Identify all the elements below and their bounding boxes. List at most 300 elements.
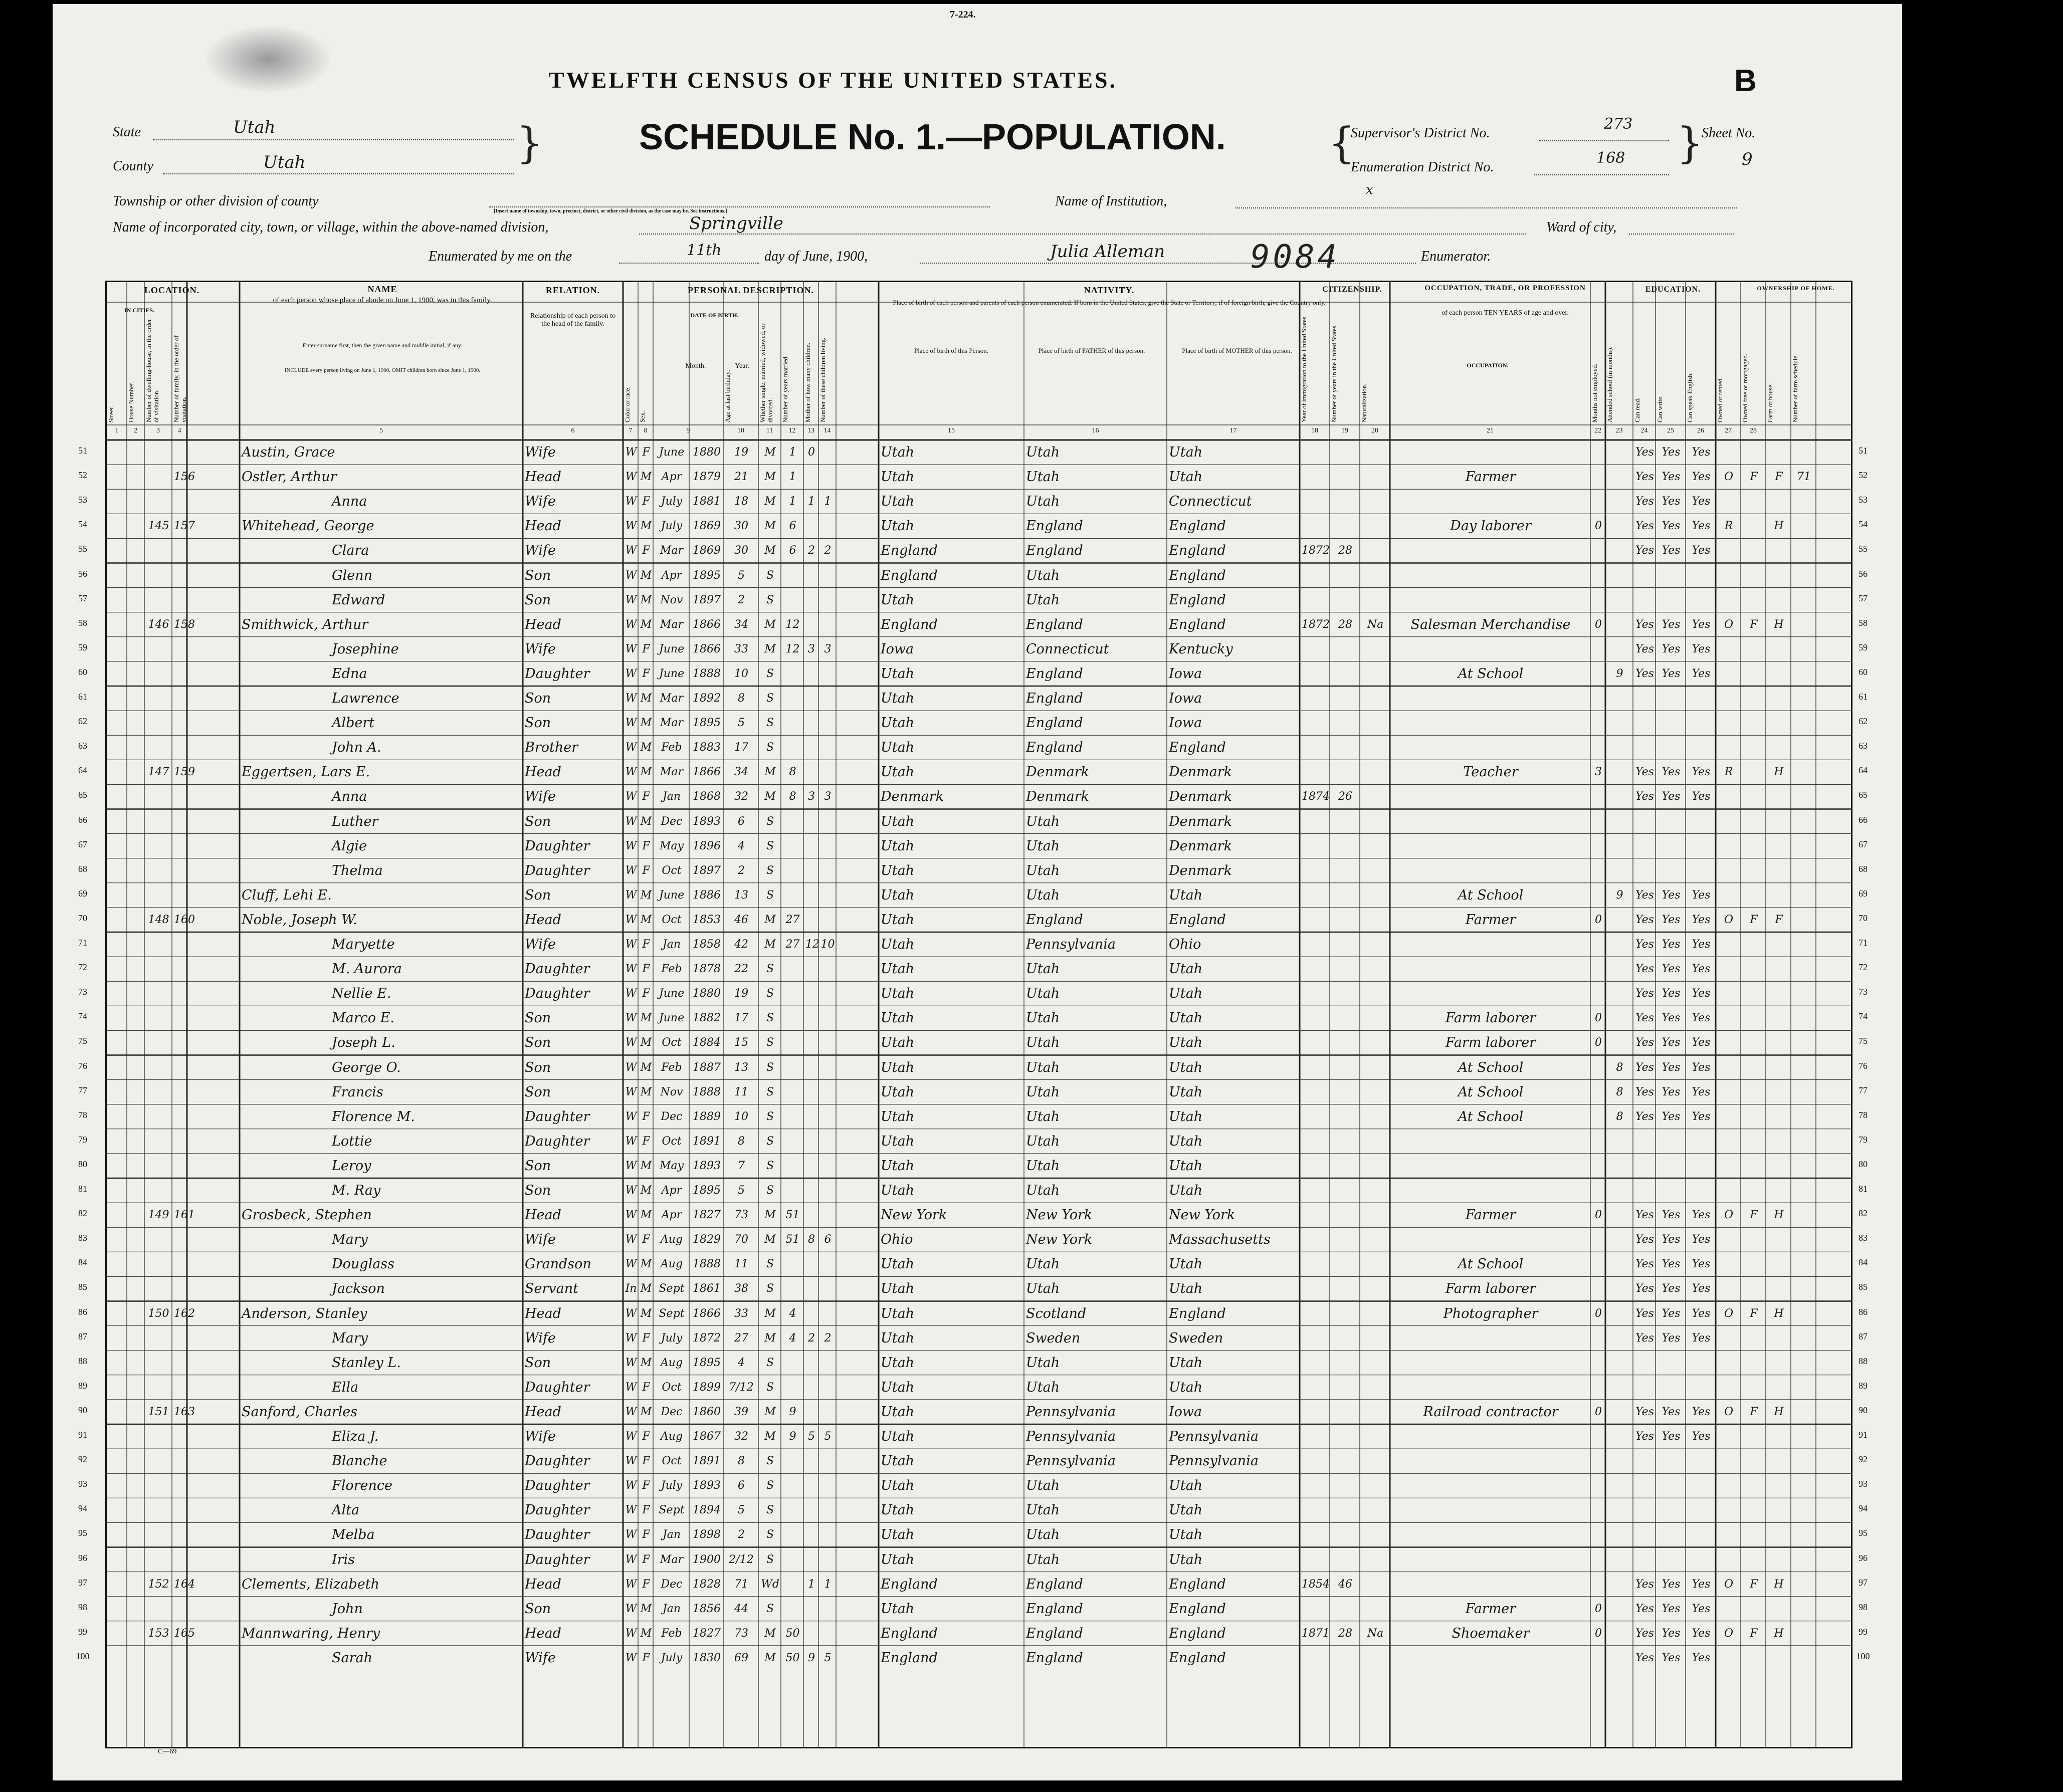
cell-yr: 1866 bbox=[693, 618, 721, 631]
cell-write: Yes bbox=[1662, 1110, 1681, 1123]
cell-eng: Yes bbox=[1692, 446, 1711, 459]
cell-sex: F bbox=[642, 544, 650, 557]
cell-mort: F bbox=[1750, 1405, 1758, 1418]
cell-mpob: Utah bbox=[1169, 1281, 1203, 1297]
cell-race: W bbox=[625, 1110, 637, 1123]
cell-fam: 162 bbox=[174, 1307, 195, 1320]
cell-pob: Utah bbox=[881, 1453, 915, 1469]
cell-sex: M bbox=[640, 1036, 652, 1049]
row-number-right: 70 bbox=[1859, 913, 1868, 923]
cell-ms: S bbox=[766, 1356, 774, 1369]
cell-name: Edward bbox=[332, 592, 385, 608]
cell-sch: 8 bbox=[1616, 1110, 1623, 1123]
cell-name: Florence bbox=[332, 1478, 392, 1494]
cell-yr: 1891 bbox=[693, 1135, 721, 1148]
cell-race: W bbox=[625, 717, 637, 730]
cell-yr: 1889 bbox=[693, 1110, 721, 1123]
cell-read: Yes bbox=[1635, 1282, 1654, 1295]
cell-age: 27 bbox=[734, 1331, 748, 1345]
cell-farm: H bbox=[1774, 1578, 1784, 1591]
cell-ms: M bbox=[764, 544, 776, 557]
cell-pob: Utah bbox=[881, 691, 915, 706]
cell-name: Edna bbox=[332, 665, 367, 682]
cell-mon: Aug bbox=[660, 1430, 683, 1443]
township-note: [Insert name of township, town, precinct, district, or other civil division, as the case may be. See instructions.] bbox=[494, 208, 727, 214]
cell-cl: 6 bbox=[824, 1233, 832, 1246]
cell-write: Yes bbox=[1662, 471, 1681, 484]
cell-age: 39 bbox=[734, 1405, 748, 1418]
cell-name: Whitehead, George bbox=[242, 518, 374, 534]
cell-name: Iris bbox=[332, 1551, 355, 1567]
cell-occ: Shoemaker bbox=[1452, 1625, 1530, 1641]
cell-sex: M bbox=[640, 692, 652, 705]
cell-ms: S bbox=[766, 864, 774, 877]
cell-fpob: England bbox=[1026, 740, 1083, 756]
cell-mpob: Utah bbox=[1169, 1010, 1203, 1026]
cell-name: M. Ray bbox=[332, 1183, 381, 1198]
cell-eng: Yes bbox=[1692, 1405, 1711, 1418]
cell-sex: M bbox=[640, 888, 652, 902]
county-line bbox=[163, 173, 514, 174]
cell-pob: Utah bbox=[881, 1158, 915, 1174]
cell-name: Luther bbox=[332, 813, 378, 829]
cell-mpob: England bbox=[1169, 1625, 1226, 1641]
row-number-left: 52 bbox=[78, 470, 87, 481]
row-number-left: 89 bbox=[78, 1380, 87, 1391]
cell-mpob: Utah bbox=[1169, 887, 1203, 903]
cell-cl: 5 bbox=[824, 1651, 832, 1664]
cell-pob: Utah bbox=[881, 961, 915, 977]
row-number-left: 57 bbox=[78, 593, 87, 603]
cell-mpob: Utah bbox=[1169, 1355, 1203, 1371]
cell-write: Yes bbox=[1662, 544, 1681, 557]
cell-fpob: Utah bbox=[1026, 1133, 1060, 1149]
cell-rel: Brother bbox=[525, 740, 578, 756]
column-number: 8 bbox=[644, 427, 648, 434]
cell-read: Yes bbox=[1635, 1307, 1654, 1320]
cell-mc: 12 bbox=[805, 938, 819, 951]
cell-pob: Utah bbox=[881, 1601, 915, 1617]
cell-yr: 1828 bbox=[693, 1578, 721, 1591]
cell-race: W bbox=[625, 1381, 637, 1394]
row-number-left: 96 bbox=[78, 1552, 87, 1563]
cell-rel: Daughter bbox=[525, 1478, 590, 1494]
sheet-label: Sheet No. bbox=[1702, 125, 1756, 141]
cell-write: Yes bbox=[1662, 1012, 1681, 1025]
cell-age: 73 bbox=[734, 1627, 748, 1640]
cell-ms: S bbox=[766, 888, 774, 902]
cell-sex: M bbox=[640, 1307, 652, 1320]
cell-mon: Dec bbox=[661, 1405, 683, 1418]
row-number-left: 97 bbox=[78, 1577, 87, 1588]
cell-mne: 0 bbox=[1595, 520, 1602, 533]
cell-pob: Utah bbox=[881, 937, 915, 952]
cell-mon: July bbox=[661, 520, 683, 533]
column-header-vertical: Attended school (in months). bbox=[1606, 346, 1613, 422]
cell-fam: 157 bbox=[174, 520, 195, 533]
column-number: 15 bbox=[948, 427, 955, 434]
cell-write: Yes bbox=[1662, 1307, 1681, 1320]
cell-race: W bbox=[625, 544, 637, 557]
cell-mne: 0 bbox=[1595, 1209, 1602, 1222]
cell-pob: Utah bbox=[881, 740, 915, 756]
cell-sex: F bbox=[642, 1455, 650, 1468]
cell-dw: 147 bbox=[148, 766, 169, 779]
state-line bbox=[153, 139, 514, 140]
cell-name: Algie bbox=[332, 838, 367, 854]
cell-yr: 1868 bbox=[693, 790, 721, 803]
cell-name: Clements, Elizabeth bbox=[242, 1576, 379, 1592]
cell-mon: Nov bbox=[660, 593, 683, 606]
row-number-right: 90 bbox=[1859, 1405, 1868, 1415]
cell-age: 10 bbox=[734, 1110, 748, 1123]
cell-mpob: England bbox=[1169, 740, 1226, 756]
cell-name: Lottie bbox=[332, 1133, 372, 1149]
cell-mpob: England bbox=[1169, 616, 1226, 632]
cell-yr: 1893 bbox=[693, 815, 721, 828]
cell-own: O bbox=[1724, 618, 1734, 631]
cell-sex: F bbox=[642, 1553, 650, 1566]
cell-eng: Yes bbox=[1692, 888, 1711, 902]
cell-sex: F bbox=[642, 987, 650, 1000]
cell-farm: H bbox=[1774, 618, 1784, 631]
cell-race: W bbox=[625, 987, 637, 1000]
cell-pob: Utah bbox=[881, 444, 915, 460]
cell-fpob: England bbox=[1026, 691, 1083, 706]
cell-age: 42 bbox=[734, 938, 748, 951]
cell-ms: S bbox=[766, 815, 774, 828]
cell-ms: S bbox=[766, 1159, 774, 1172]
cell-mpob: England bbox=[1169, 1650, 1226, 1666]
census-table bbox=[105, 281, 1852, 1748]
cell-mort: F bbox=[1750, 1307, 1758, 1320]
row-number-left: 92 bbox=[78, 1454, 87, 1465]
cell-farm: H bbox=[1774, 1405, 1784, 1418]
row-number-right: 67 bbox=[1859, 839, 1868, 849]
institution-label: Name of Institution, bbox=[1055, 193, 1167, 209]
cell-age: 34 bbox=[734, 766, 748, 779]
cell-eng: Yes bbox=[1692, 495, 1711, 508]
cell-pob: Ohio bbox=[881, 1232, 913, 1248]
cell-mne: 0 bbox=[1595, 618, 1602, 631]
cell-mpob: Utah bbox=[1169, 986, 1203, 1002]
cell-yr: 1893 bbox=[693, 1159, 721, 1172]
cell-rel: Son bbox=[525, 1158, 551, 1174]
cell-ms: M bbox=[764, 790, 776, 803]
cell-imm: 1872 bbox=[1302, 618, 1330, 631]
enumerated-day: 11th bbox=[687, 242, 722, 259]
cell-fam: 158 bbox=[174, 618, 195, 631]
row-number-left: 99 bbox=[78, 1626, 87, 1637]
cell-read: Yes bbox=[1635, 963, 1654, 976]
cell-yr: 1896 bbox=[693, 839, 721, 852]
cell-age: 5 bbox=[738, 1184, 745, 1197]
cell-farm: F bbox=[1775, 913, 1783, 926]
cell-pob: Utah bbox=[881, 862, 915, 878]
cell-cl: 10 bbox=[820, 938, 835, 951]
cell-pob: England bbox=[881, 1650, 938, 1666]
cell-mpob: Utah bbox=[1169, 1059, 1203, 1075]
ward-label: Ward of city, bbox=[1546, 219, 1617, 235]
cell-sex: F bbox=[642, 1233, 650, 1246]
cell-ms: S bbox=[766, 1258, 774, 1271]
cell-name: John A. bbox=[332, 740, 381, 756]
pob-father-header: Place of birth of FATHER of this person. bbox=[1038, 347, 1145, 354]
cell-mort: F bbox=[1750, 913, 1758, 926]
cell-name: Albert bbox=[332, 715, 375, 731]
cell-write: Yes bbox=[1662, 1405, 1681, 1418]
cell-mon: Mar bbox=[660, 544, 684, 557]
cell-sex: F bbox=[642, 667, 650, 680]
cell-age: 4 bbox=[738, 1356, 745, 1369]
cell-occ: At School bbox=[1458, 887, 1524, 903]
cell-yr: 1883 bbox=[693, 741, 721, 754]
cell-eng: Yes bbox=[1692, 1578, 1711, 1591]
cell-fam: 161 bbox=[174, 1209, 195, 1222]
cell-occ: Photographer bbox=[1443, 1305, 1538, 1321]
column-header-vertical: Street. bbox=[107, 405, 115, 422]
cell-mpob: New York bbox=[1169, 1207, 1235, 1223]
cell-farm: H bbox=[1774, 766, 1784, 779]
cell-ym: 4 bbox=[789, 1331, 796, 1345]
cell-race: W bbox=[625, 1405, 637, 1418]
cell-cl: 5 bbox=[824, 1430, 832, 1443]
cell-sch: 9 bbox=[1616, 667, 1623, 680]
cell-ms: S bbox=[766, 1504, 774, 1517]
column-number: 12 bbox=[788, 427, 796, 434]
cell-ym: 1 bbox=[789, 495, 796, 508]
cell-sex: F bbox=[642, 1331, 650, 1345]
cell-mc: 2 bbox=[808, 544, 815, 557]
cell-rel: Head bbox=[525, 1404, 561, 1420]
cell-age: 70 bbox=[734, 1233, 748, 1246]
cell-pob: Utah bbox=[881, 1502, 915, 1518]
cell-eng: Yes bbox=[1692, 987, 1711, 1000]
row-number-right: 82 bbox=[1859, 1208, 1868, 1219]
cell-race: W bbox=[625, 1307, 637, 1320]
form-number: 7-224. bbox=[950, 9, 976, 20]
cell-ms: S bbox=[766, 741, 774, 754]
row-number-right: 58 bbox=[1859, 617, 1868, 628]
column-number: 1 bbox=[115, 427, 119, 434]
group-location: LOCATION. bbox=[144, 285, 200, 295]
cell-pob: Utah bbox=[881, 1256, 915, 1272]
cell-pob: Utah bbox=[881, 1429, 915, 1444]
column-header-vertical: Year of immigration to the United States. bbox=[1300, 315, 1308, 422]
cell-pob: England bbox=[881, 616, 938, 632]
cell-mon: Aug bbox=[660, 1356, 683, 1369]
cell-mon: Feb bbox=[661, 1627, 682, 1640]
county-label: County bbox=[113, 158, 153, 174]
column-header-vertical: Age at last birthday. bbox=[724, 370, 731, 422]
cell-rel: Head bbox=[525, 616, 561, 632]
cell-name: Marco E. bbox=[332, 1010, 394, 1026]
column-number: 13 bbox=[807, 427, 814, 434]
cell-sex: M bbox=[640, 741, 652, 754]
cell-fpob: England bbox=[1026, 543, 1083, 559]
cell-mon: Jan bbox=[662, 790, 681, 803]
cell-rel: Head bbox=[525, 469, 561, 485]
brace-right-open: { bbox=[1328, 118, 1355, 167]
cell-mon: Mar bbox=[660, 766, 684, 779]
cell-sex: M bbox=[640, 471, 652, 484]
cell-pob: Utah bbox=[881, 1330, 915, 1346]
cell-ms: S bbox=[766, 963, 774, 976]
column-number: 22 bbox=[1594, 427, 1601, 434]
cell-pob: New York bbox=[881, 1207, 947, 1223]
cell-rel: Wife bbox=[525, 937, 556, 952]
cell-yr: 1897 bbox=[693, 593, 721, 606]
cell-ms: S bbox=[766, 1085, 774, 1098]
row-number-right: 92 bbox=[1859, 1454, 1868, 1465]
cell-mc: 1 bbox=[808, 1578, 815, 1591]
cell-yus: 28 bbox=[1338, 1627, 1352, 1640]
cell-mpob: Iowa bbox=[1169, 715, 1202, 731]
cell-race: W bbox=[625, 888, 637, 902]
cell-ym: 12 bbox=[785, 642, 800, 655]
column-header-vertical: House Number. bbox=[127, 381, 135, 422]
cell-race: W bbox=[625, 839, 637, 852]
cell-read: Yes bbox=[1635, 987, 1654, 1000]
name-note: Enter surname first, then the given name and middle initial, if any. bbox=[302, 342, 463, 349]
cell-mon: Oct bbox=[662, 1381, 682, 1394]
cell-age: 73 bbox=[734, 1209, 748, 1222]
cell-name: Mary bbox=[332, 1232, 368, 1248]
cell-occ: Farmer bbox=[1465, 1207, 1516, 1223]
cell-yr: 1888 bbox=[693, 1085, 721, 1098]
cell-fpob: Utah bbox=[1026, 961, 1060, 977]
cell-mpob: Iowa bbox=[1169, 691, 1202, 706]
cell-write: Yes bbox=[1662, 1258, 1681, 1271]
cell-imm: 1871 bbox=[1302, 1627, 1330, 1640]
cell-name: Smithwick, Arthur bbox=[242, 616, 368, 632]
ward-line bbox=[1629, 234, 1734, 235]
row-number-left: 53 bbox=[78, 495, 87, 505]
cell-race: W bbox=[625, 1479, 637, 1492]
cell-ms: S bbox=[766, 987, 774, 1000]
cell-yr: 1895 bbox=[693, 1184, 721, 1197]
cell-yr: 1888 bbox=[693, 667, 721, 680]
cell-name: George O. bbox=[332, 1059, 401, 1075]
cell-age: 33 bbox=[734, 642, 748, 655]
cell-mpob: Utah bbox=[1169, 1158, 1203, 1174]
supervisor-label: Supervisor's District No. bbox=[1351, 125, 1490, 141]
name-note2: INCLUDE every person living on June 1, 1900. OMIT children born since June 1, 1900. bbox=[284, 367, 481, 373]
cell-name: John bbox=[332, 1601, 363, 1617]
cell-mon: Apr bbox=[661, 471, 682, 484]
cell-read: Yes bbox=[1635, 888, 1654, 902]
cell-sex: F bbox=[642, 1528, 650, 1541]
row-number-right: 64 bbox=[1859, 765, 1868, 776]
cell-age: 11 bbox=[734, 1258, 748, 1271]
cell-age: 15 bbox=[734, 1036, 748, 1049]
cell-mpob: England bbox=[1169, 1576, 1226, 1592]
cell-ym: 50 bbox=[785, 1651, 800, 1664]
column-header-vertical: Can read. bbox=[1633, 397, 1641, 422]
cell-name: Sarah bbox=[332, 1650, 372, 1666]
cell-mon: June bbox=[659, 1012, 685, 1025]
row-number-right: 61 bbox=[1859, 692, 1868, 702]
cell-rel: Head bbox=[525, 1625, 561, 1641]
cell-mon: Feb bbox=[661, 963, 682, 976]
cell-dw: 152 bbox=[148, 1578, 169, 1591]
row-number-right: 74 bbox=[1859, 1011, 1868, 1022]
cell-read: Yes bbox=[1635, 766, 1654, 779]
cell-mon: Sept bbox=[659, 1307, 685, 1320]
cell-mpob: Utah bbox=[1169, 1035, 1203, 1051]
cell-mne: 3 bbox=[1595, 766, 1602, 779]
group-ownership: OWNERSHIP OF HOME. bbox=[1757, 285, 1835, 292]
cell-write: Yes bbox=[1662, 1331, 1681, 1345]
cell-sex: F bbox=[642, 446, 650, 459]
cell-mne: 0 bbox=[1595, 1602, 1602, 1615]
cell-fpob: Utah bbox=[1026, 887, 1060, 903]
cell-fpob: Utah bbox=[1026, 444, 1060, 460]
row-number-left: 86 bbox=[78, 1306, 87, 1317]
cell-age: 32 bbox=[734, 790, 748, 803]
cell-mort: F bbox=[1750, 471, 1758, 484]
township-line bbox=[489, 206, 990, 207]
cell-rel: Daughter bbox=[525, 665, 590, 682]
column-number: 9 bbox=[686, 427, 690, 434]
cell-write: Yes bbox=[1662, 888, 1681, 902]
row-number-right: 53 bbox=[1859, 495, 1868, 505]
row-number-right: 100 bbox=[1856, 1651, 1870, 1661]
cell-write: Yes bbox=[1662, 495, 1681, 508]
cell-mon: Oct bbox=[662, 1036, 682, 1049]
cell-pob: Utah bbox=[881, 1010, 915, 1026]
cell-mon: May bbox=[659, 839, 684, 852]
cell-rel: Son bbox=[525, 1035, 551, 1051]
cell-read: Yes bbox=[1635, 495, 1654, 508]
cell-yr: 1867 bbox=[693, 1430, 721, 1443]
cell-rel: Son bbox=[525, 592, 551, 608]
cell-eng: Yes bbox=[1692, 766, 1711, 779]
cell-age: 33 bbox=[734, 1307, 748, 1320]
cell-name: Joseph L. bbox=[332, 1035, 395, 1051]
cell-rel: Son bbox=[525, 691, 551, 706]
column-number: 18 bbox=[1311, 427, 1318, 434]
cell-race: W bbox=[625, 1651, 637, 1664]
column-number: 10 bbox=[737, 427, 744, 434]
cell-pob: England bbox=[881, 1576, 938, 1592]
cell-age: 44 bbox=[734, 1602, 748, 1615]
row-number-right: 81 bbox=[1859, 1184, 1868, 1194]
cell-race: W bbox=[625, 1258, 637, 1271]
cell-pob: Iowa bbox=[881, 641, 914, 657]
cell-name: Alta bbox=[332, 1502, 360, 1518]
cell-fam: 159 bbox=[174, 766, 195, 779]
cell-farm: F bbox=[1775, 471, 1783, 484]
cell-eng: Yes bbox=[1692, 618, 1711, 631]
row-number-right: 80 bbox=[1859, 1159, 1868, 1169]
cell-age: 11 bbox=[734, 1085, 748, 1098]
cell-sch: 8 bbox=[1616, 1085, 1623, 1098]
cell-fpob: New York bbox=[1026, 1207, 1093, 1223]
cell-write: Yes bbox=[1662, 963, 1681, 976]
cell-eng: Yes bbox=[1692, 1430, 1711, 1443]
cell-mon: Feb bbox=[661, 741, 682, 754]
cell-mon: June bbox=[659, 446, 685, 459]
cell-fpob: Utah bbox=[1026, 1035, 1060, 1051]
cell-rel: Daughter bbox=[525, 862, 590, 878]
cell-sex: M bbox=[640, 569, 652, 582]
cell-fpob: Utah bbox=[1026, 838, 1060, 854]
cell-sex: F bbox=[642, 790, 650, 803]
sheet-value: 9 bbox=[1742, 149, 1753, 169]
cell-race: W bbox=[625, 1553, 637, 1566]
cell-yr: 1879 bbox=[693, 471, 721, 484]
